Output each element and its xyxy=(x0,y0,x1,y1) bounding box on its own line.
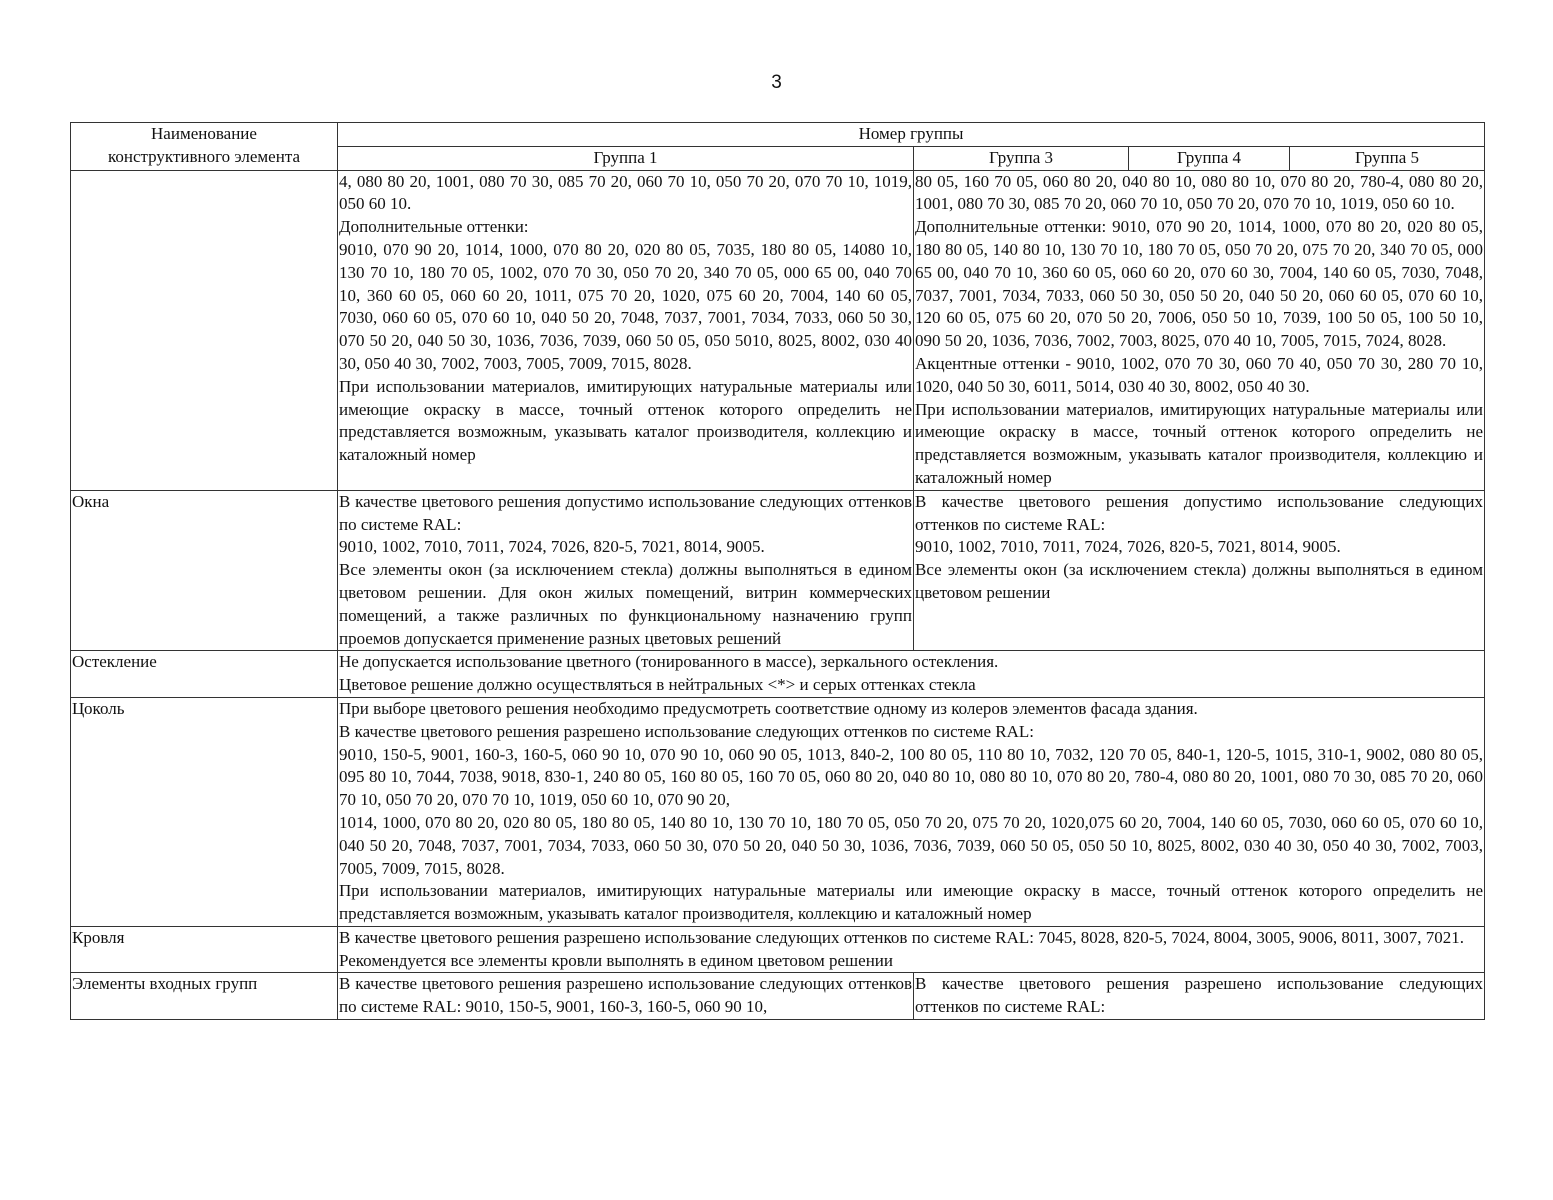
row-windows xyxy=(71,490,1485,651)
row-entrance-name: Элементы входных групп xyxy=(71,973,338,1020)
facade-color-table xyxy=(70,122,1485,1020)
row-windows-group-1: В качестве цветового решения допустимо использование следующих оттенков по системе RAL: 9010, 1002, 7010, 7011, 7024, 7026, 820-5, 7021, 8014, 9005. Все элементы окон (за исключением стекла) должны выполняться в едином цветовом решении. Для окон жилых помещений, витрин коммерческих помещений, а также различных по функциональному назначению групп проемов допускается применение разных цветовых решений xyxy=(338,490,914,651)
row-glazing-all-groups: Не допускается использование цветного (тонированного в массе), зеркального остекления. Цветовое решение должно осуществляться в нейтральных <*> и серых оттенках стекла xyxy=(338,651,1485,698)
row-continuation xyxy=(71,170,1485,490)
header-element-name: Наименование конструктивного элемента xyxy=(71,123,338,171)
page-number: 3 xyxy=(771,72,782,93)
header-group-5: Группа 5 xyxy=(1290,146,1485,170)
row-continuation-group-3-5: 80 05, 160 70 05, 060 80 20, 040 80 10, 080 80 10, 070 80 20, 780-4, 080 80 20, 1001, 080 70 30, 085 70 20, 060 70 10, 050 70 20, 070 70 10, 1019, 050 60 10. Дополнительные оттенки: 9010, 070 90 20, 1014, 1000, 070 80 20, 020 80 05, 180 80 05, 140 80 10, 130 70 10, 180 70 05, 050 70 20, 075 70 20, 340 70 05, 000 65 00, 040 70 10, 360 60 05, 060 60 20, 070 60 30, 7004, 140 60 05, 7030, 7048, 7037, 7001, 7034, 7033, 060 50 30, 050 50 20, 040 50 20, 060 60 05, 070 60 10, 120 60 05, 075 60 20, 070 50 20, 7006, 050 50 10, 7039, 100 50 05, 100 50 10, 090 50 20, 1036, 7036, 7002, 7003, 8025, 070 40 10, 7005, 7015, 7024, 8028. Акцентные оттенки - 9010, 1002, 070 70 30, 060 70 40, 050 70 30, 280 70 10, 1020, 040 50 30, 6011, 5014, 030 40 30, 8002, 050 40 30. При использовании материалов, имитирующих натуральные материалы или имеющие окраску в массе, точный оттенок которого определить не представляется возможным, указывать каталог производителя, коллекцию и каталожный номер xyxy=(914,170,1485,490)
row-windows-name: Окна xyxy=(71,490,338,651)
row-entrance xyxy=(71,973,1485,1020)
row-continuation-name xyxy=(71,170,338,490)
row-roof-all-groups: В качестве цветового решения разрешено использование следующих оттенков по системе RAL: 7045, 8028, 820-5, 7024, 8004, 3005, 9006, 8011, 3007, 7021. Рекомендуется все элементы кровли выполнять в едином цветовом решении xyxy=(338,926,1485,973)
row-continuation-group-1: 4, 080 80 20, 1001, 080 70 30, 085 70 20, 060 70 10, 050 70 20, 070 70 10, 1019, 050 60 10. Дополнительные оттенки: 9010, 070 90 20, 1014, 1000, 070 80 20, 020 80 05, 7035, 180 80 05, 14080 10, 130 70 10, 180 70 05, 1002, 070 70 30, 050 70 20, 340 70 05, 000 65 00, 040 70 10, 360 60 05, 060 60 20, 1011, 075 70 20, 1020, 075 60 20, 7004, 140 60 05, 7030, 060 60 05, 070 60 10, 040 50 20, 7048, 7037, 7001, 7034, 7033, 060 50 30, 070 50 20, 040 50 30, 1036, 7036, 7039, 060 50 05, 050 5010, 8025, 8002, 030 40 30, 050 40 30, 7002, 7003, 7005, 7009, 7015, 8028. При использовании материалов, имитирующих натуральные материалы или имеющие окраску в массе, точный оттенок которого определить не представляется возможным, указывать каталог производителя, коллекцию и каталожный номер xyxy=(338,170,914,490)
header-group-1: Группа 1 xyxy=(338,146,914,170)
header-row-1 xyxy=(71,123,1485,147)
row-plinth xyxy=(71,697,1485,926)
row-entrance-group-1: В качестве цветового решения разрешено использование следующих оттенков по системе RAL: 9010, 150-5, 9001, 160-3, 160-5, 060 90 10, xyxy=(338,973,914,1020)
header-group-number: Номер группы xyxy=(338,123,1485,147)
row-roof-name: Кровля xyxy=(71,926,338,973)
row-glazing xyxy=(71,651,1485,698)
row-glazing-name: Остекление xyxy=(71,651,338,698)
row-roof xyxy=(71,926,1485,973)
header-group-4: Группа 4 xyxy=(1129,146,1290,170)
row-plinth-name: Цоколь xyxy=(71,697,338,926)
row-plinth-all-groups: При выборе цветового решения необходимо предусмотреть соответствие одному из колеров элементов фасада здания. В качестве цветового решения разрешено использование следующих оттенков по системе RAL: 9010, 150-5, 9001, 160-3, 160-5, 060 90 10, 070 90 10, 060 90 05, 1013, 840-2, 100 80 05, 110 80 10, 7032, 120 70 05, 840-1, 120-5, 1015, 310-1, 9002, 080 80 05, 095 80 10, 7044, 7038, 9018, 830-1, 240 80 05, 160 80 05, 160 70 05, 060 80 20, 040 80 10, 080 80 10, 070 80 20, 780-4, 080 80 20, 1001, 080 70 30, 085 70 20, 060 70 10, 050 70 20, 070 70 10, 1019, 050 60 10, 070 90 20, 1014, 1000, 070 80 20, 020 80 05, 180 80 05, 140 80 10, 130 70 10, 180 70 05, 050 70 20, 075 70 20, 1020,075 60 20, 7004, 140 60 05, 7030, 060 60 05, 070 60 10, 040 50 20, 7048, 7037, 7001, 7034, 7033, 060 50 30, 070 50 20, 040 50 30, 1036, 7036, 7039, 060 50 05, 050 50 10, 8025, 8002, 030 40 30, 050 40 30, 7002, 7003, 7005, 7009, 7015, 8028. При использовании материалов, имитирующих натуральные материалы или имеющие окраску в массе, точный оттенок которого определить не представляется возможным, указывать каталог производителя, коллекцию и каталожный номер xyxy=(338,697,1485,926)
row-windows-group-3-5: В качестве цветового решения допустимо использование следующих оттенков по системе RAL: 9010, 1002, 7010, 7011, 7024, 7026, 820-5, 7021, 8014, 9005. Все элементы окон (за исключением стекла) должны выполняться в едином цветовом решении xyxy=(914,490,1485,651)
header-group-3: Группа 3 xyxy=(914,146,1129,170)
row-entrance-group-3-5: В качестве цветового решения разрешено использование следующих оттенков по системе RAL: xyxy=(914,973,1485,1020)
